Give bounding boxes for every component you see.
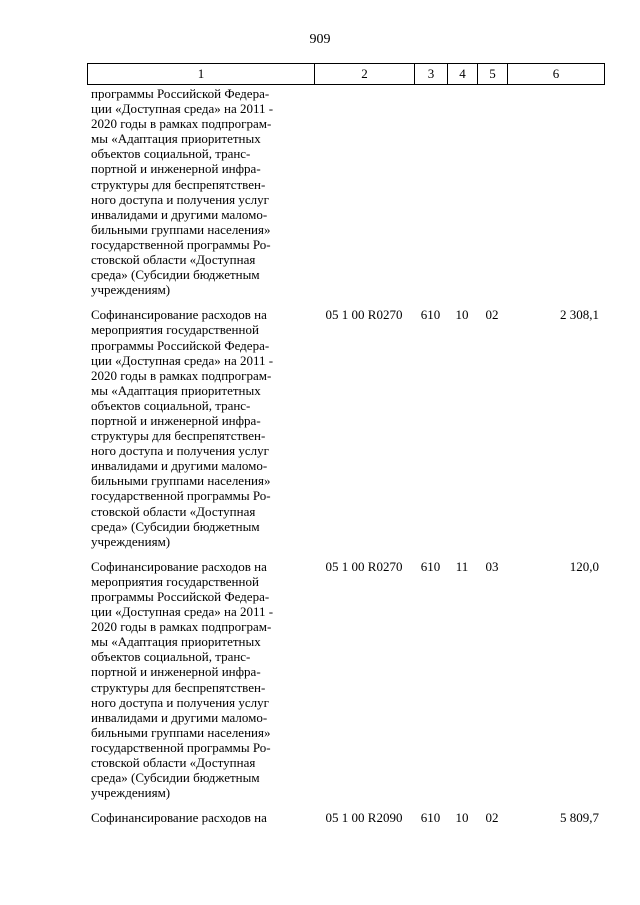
- row-description: Софинансирование расходов на мероприятия государственной программы Российской Федера- ции «Доступная среда» на 2011 - 2020 годы в рамках подпрограм- мы «Адаптация приоритетных объектов социальной, транс- портной и инженерной инфра- структуры для беспрепятствен- ного доступа и получения услуг инвалидами и другими маломо- бильными группами населения» государственной программы Ро- стовской области «Доступная среда» (Субсидии бюджетным учреждениям): [91, 307, 274, 549]
- header-col-2: 2: [315, 64, 415, 84]
- row-vr: 610: [420, 307, 441, 323]
- header-col-3: 3: [415, 64, 448, 84]
- row-pr: 02: [485, 307, 499, 323]
- row-rz: 10: [455, 307, 469, 323]
- row-code: 05 1 00 R2090: [325, 810, 403, 826]
- row-vr: [414, 86, 447, 297]
- row-rz: 10: [455, 810, 469, 826]
- table-header: [87, 63, 605, 85]
- header-col-4: 4: [448, 64, 478, 84]
- row-description: Софинансирование расходов на мероприятия государственной программы Российской Федера- ции «Доступная среда» на 2011 - 2020 годы в рамках подпрограм- мы «Адаптация приоритетных объектов социальной, транс- портной и инженерной инфра- структуры для беспрепятствен- ного доступа и получения услуг инвалидами и другими маломо- бильными группами населения» государственной программы Ро- стовской области «Доступная среда» (Субсидии бюджетным учреждениям): [91, 558, 274, 801]
- row-vr: 610: [420, 558, 441, 574]
- row-sum: 2 308,1: [560, 307, 599, 323]
- table-row: [87, 810, 603, 825]
- table-row: [87, 86, 603, 297]
- row-code: [314, 86, 414, 297]
- row-vr: 610: [420, 810, 441, 826]
- row-rz: 11: [455, 558, 469, 574]
- row-sum: [507, 86, 603, 297]
- row-pr: 03: [485, 558, 499, 574]
- header-col-6: 6: [552, 66, 560, 81]
- row-pr: 02: [485, 810, 499, 826]
- table-row: [87, 307, 603, 549]
- row-code: 05 1 00 R0270: [325, 307, 403, 323]
- page-number: 909: [309, 32, 331, 47]
- table-row: [87, 559, 603, 801]
- row-rz: [447, 86, 477, 297]
- row-code: 05 1 00 R0270: [325, 558, 403, 574]
- header-col-5: 5: [478, 64, 508, 84]
- row-sum: 120,0: [569, 558, 599, 574]
- table-body: [87, 86, 603, 825]
- row-description: программы Российской Федера- ции «Доступная среда» на 2011 - 2020 годы в рамках подпрограм- мы «Адаптация приоритетных объектов социальной, транс- портной и инженерной инфра- структуры для беспрепятствен- ного доступа и получения услуг инвалидами и другими маломо- бильными группами населения» государственной программы Ро- стовской области «Доступная среда» (Субсидии бюджетным учреждениям): [91, 86, 274, 298]
- header-col-1: 1: [88, 64, 315, 84]
- row-description: Софинансирование расходов на: [91, 810, 267, 826]
- row-sum: 5 809,7: [560, 810, 599, 826]
- row-pr: [477, 86, 507, 297]
